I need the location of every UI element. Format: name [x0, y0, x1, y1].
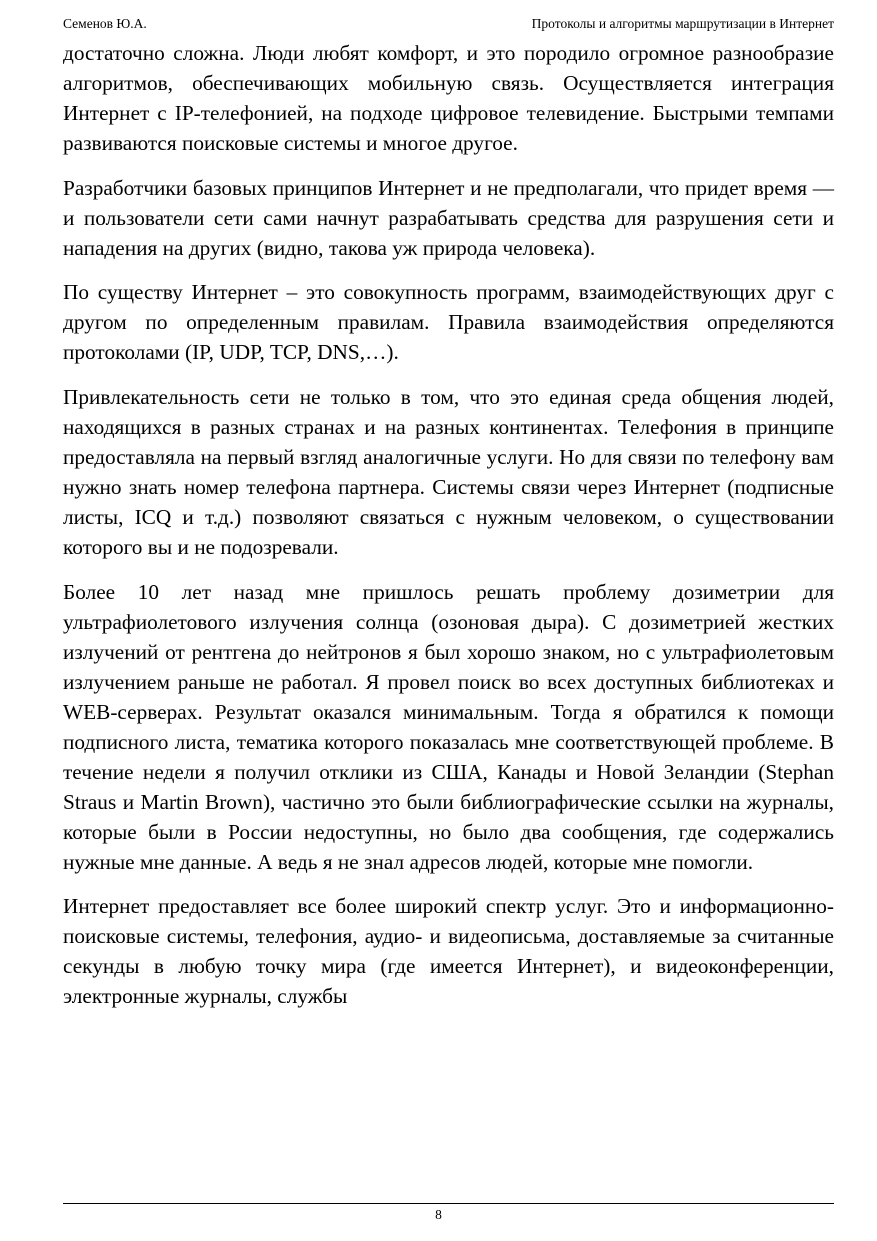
footer-divider: [63, 1203, 834, 1204]
paragraph: По существу Интернет – это совокупность программ, взаимодействующих друг с другом по определенным правилам. Правила взаимодействия определяются протоколами (IP, UDP, TCP, DNS,…).: [63, 280, 834, 365]
page-body: [63, 38, 834, 1026]
header-author: Семенов Ю.А.: [63, 16, 147, 31]
paragraph: Разработчики базовых принципов Интернет и не предполагали, что придет время — и пользователи сети сами начнут разрабатывать средства для разрушения сети и нападения на других (видно, такова уж природа человека).: [63, 175, 834, 260]
paragraph: достаточно сложна. Люди любят комфорт, и это породило огромное разнообразие алгоритмов, обеспечивающих мобильную связь. Осуществляется интеграция Интернет с IP-телефонией, на подходе цифровое телевидение. Быстрыми темпами развиваются поисковые системы и многое другое.: [63, 41, 834, 155]
paragraph: Интернет предоставляет все более широкий спектр услуг. Это и информационно-поисковые системы, телефония, аудио- и видеописьма, доставляемые за считанные секунды в любую точку мира (где имеется Интернет), и видеоконференции, электронные журналы, службы: [63, 894, 834, 1009]
paragraph: Привлекательность сети не только в том, что это единая среда общения людей, находящихся в разных странах и на разных континентах. Телефония в принципе предоставляла на первый взгляд аналогичные услуги. Но для связи по телефону вам нужно знать номер телефона партнера. Системы связи через Интернет (подписные листы, ICQ и т.д.) позволяют связаться с нужным человеком, о существовании которого вы и не подозревали.: [63, 385, 834, 560]
page-header: [63, 14, 834, 34]
page-number: 8: [435, 1207, 442, 1222]
header-title: Протоколы и алгоритмы маршрутизации в Интернет: [531, 16, 834, 31]
paragraph: Более 10 лет назад мне пришлось решать проблему дозиметрии для ультрафиолетового излучения солнца (озоновая дыра). С дозиметрией жестких излучений от рентгена до нейтронов я был хорошо знаком, но с ультрафиолетовым излучением раньше не работал. Я провел поиск во всех доступных библиотеках и WEB-серверах. Результат оказался минимальным. Тогда я обратился к помощи подписного листа, тематика которого показалась мне соответствующей проблеме. В течение недели я получил отклики из США, Канады и Новой Зеландии (Stephan Straus и Martin Brown), частично это были библиографические ссылки на журналы, которые были в России недоступны, но было два сообщения, где содержались нужные мне данные. А ведь я не знал адресов людей, которые мне помогли.: [63, 579, 834, 874]
